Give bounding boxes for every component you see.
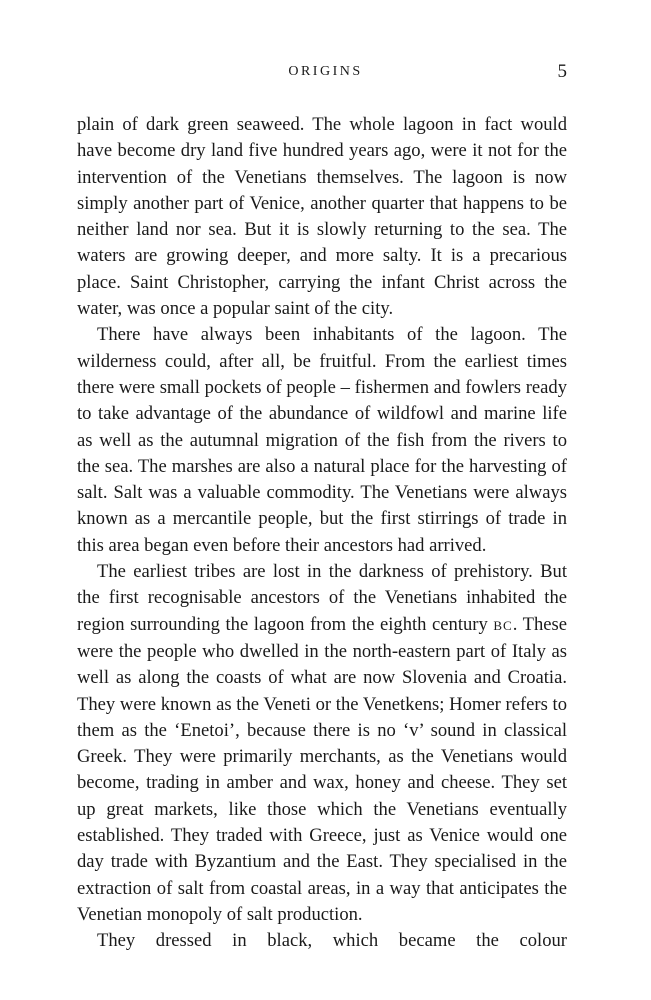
- paragraph-2: There have always been inhabitants of the lagoon. The wilderness could, after all, be fruitful. From the earliest times there were small pockets of people – fishermen and fowlers ready to take advantage of the abundance of wildfowl and marine life as well as the autumnal migration of the fish from the rivers to the sea. The marshes are also a natural place for the harvesting of salt. Salt was a valuable commodity. The Venetians were always known as a mercantile people, but the first stirrings of trade in this area began even before their ancestors had arrived.: [77, 324, 567, 556]
- paragraph-4: They dressed in black, which became the colour: [97, 930, 567, 952]
- page-number: 5: [557, 61, 567, 82]
- chapter-title: ORIGINS: [288, 64, 363, 79]
- era-abbreviation: BC: [493, 617, 513, 633]
- running-head: [0, 60, 651, 84]
- body-text: [77, 112, 567, 955]
- paragraph-3-text-after: . These were the people who dwelled in the north-eastern part of Italy as well as along the coasts of what are now Slovenia and Croatia. They were known as the Veneti or the Venetkens; Homer refers to them as the ‘Enetoi’, because there is no ‘v’ sound in classical Greek. They were primarily merchants, as the Venetians would become, trading in amber and wax, honey and cheese. They set up great markets, like those which the Venetians eventually established. They traded with Greece, just as Venice would one day trade with Byzantium and the East. They specialised in the extraction of salt from coastal areas, in a way that anticipates the Venetian monopoly of salt production.: [77, 613, 568, 925]
- paragraph-3: [77, 559, 567, 928]
- paragraph-1: plain of dark green seaweed. The whole lagoon in fact would have become dry land five hundred years ago, were it not for the intervention of the Venetians themselves. The lagoon is now simply another part of Venice, another quarter that happens to be neither land nor sea. But it is slowly returning to the sea. The waters are growing deeper, and more salty. It is a precarious place. Saint Christopher, carrying the infant Christ across the water, was once a popular saint of the city.: [77, 114, 567, 320]
- paragraph-3-text-before: The earliest tribes are lost in the darkness of prehistory. But the first recognisable ancestors of the Venetians inhabited the region surrounding the lagoon from the eighth century: [77, 561, 567, 635]
